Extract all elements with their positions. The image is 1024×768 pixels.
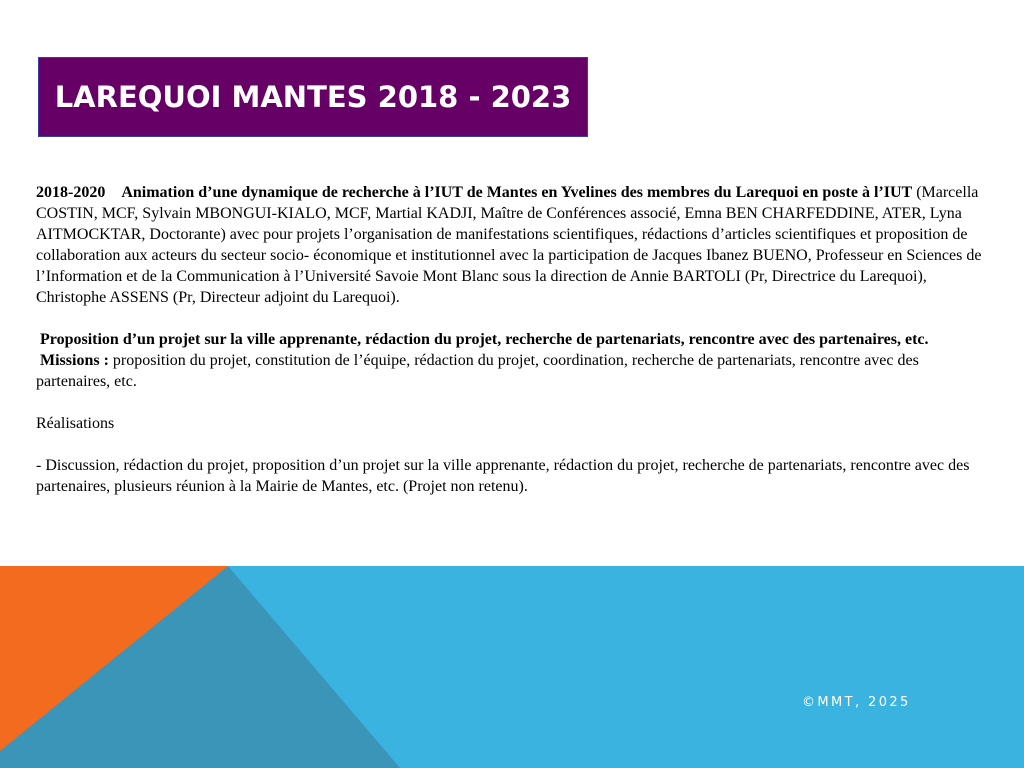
intro-heading: Animation d’une dynamique de recherche à l’IUT de Mantes en Yvelines des membres du Larequoi en poste à l’IUT xyxy=(121,184,913,201)
years-label: 2018-2020 xyxy=(36,184,106,201)
paragraph-intro xyxy=(36,182,996,308)
footer-copyright: ©MMT, 2025 xyxy=(802,695,911,710)
proposal-heading: Proposition d’un projet sur la ville apprenante, rédaction du projet, recherche de partenariats, rencontre avec des partenaires, etc. xyxy=(40,331,929,348)
title-box xyxy=(38,57,588,137)
intro-body: (Marcella COSTIN, MCF, Sylvain MBONGUI-KIALO, MCF, Martial KADJI, Maître de Conférences associé, Emna BEN CHARFEDDINE, ATER, Lyna AITMOCKTAR, Doctorante) avec pour projets l’organisation de manifestations scientifiques, rédactions d’articles scientifiques et proposition de collaboration aux acteurs du secteur socio- économique et institutionnel avec la participation de Jacques Ibanez BUENO, Professeur en Sciences de l’Information et de la Communication à l’Université Savoie Mont Blanc sous la direction de Annie BARTOLI (Pr, Directrice du Larequoi), Christophe ASSENS (Pr, Directeur adjoint du Larequoi). xyxy=(36,184,982,306)
missions-label: Missions : xyxy=(40,352,109,369)
decorative-shapes xyxy=(0,566,1024,768)
missions-line xyxy=(36,350,996,392)
realisations-label: Réalisations xyxy=(36,415,115,432)
missions-text: proposition du projet, constitution de l’équipe, rédaction du projet, coordination, recherche de partenariats, rencontre avec des partenaires, etc. xyxy=(36,352,919,390)
proposal-line xyxy=(36,329,996,350)
decorative-bottom-band xyxy=(0,566,1024,768)
slide-content xyxy=(36,182,996,497)
slide-title: LAREQUOI MANTES 2018 - 2023 xyxy=(54,80,572,114)
realisations-text: - Discussion, rédaction du projet, proposition d’un projet sur la ville apprenante, rédaction du projet, recherche de partenariats, rencontre avec des partenaires, plusieurs réunion à la Mairie de Mantes, etc. (Projet non retenu). xyxy=(36,457,970,495)
